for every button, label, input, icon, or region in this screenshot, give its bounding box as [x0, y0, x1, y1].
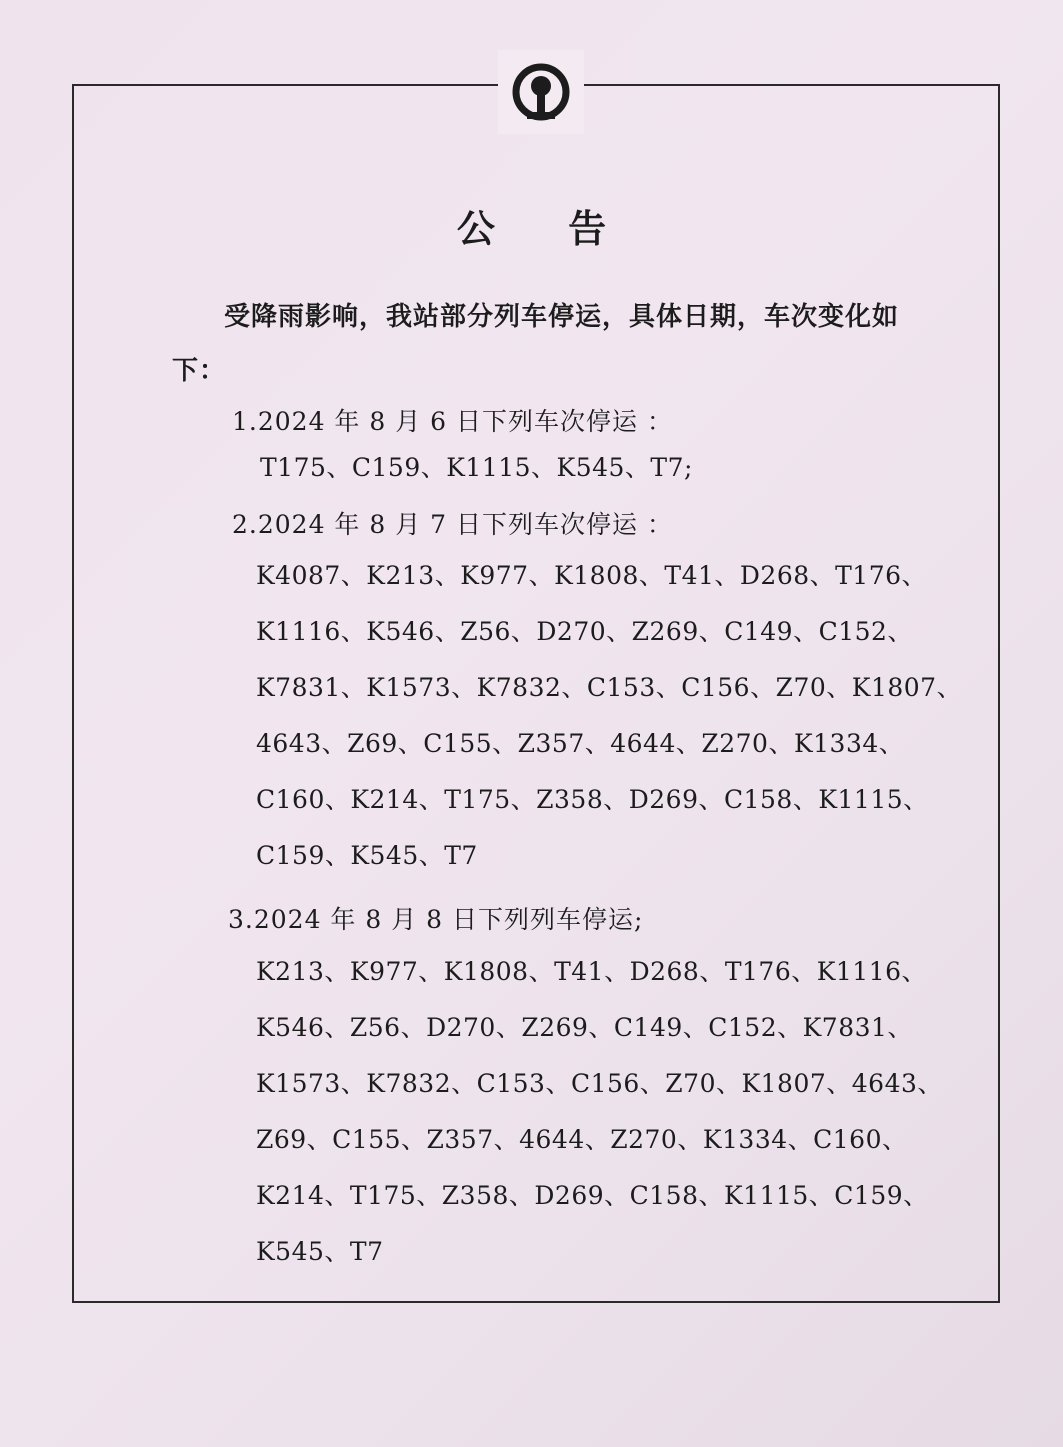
train-row: K546、Z56、D270、Z269、C149、C152、K7831、	[256, 1013, 913, 1042]
intro-paragraph: 受降雨影响，我站部分列车停运，具体日期，车次变化如下：	[172, 302, 900, 386]
train-row: K1573、K7832、C153、C156、Z70、K1807、4643、	[256, 1069, 943, 1098]
train-list-1	[260, 440, 693, 496]
page-title: 公 告	[456, 207, 637, 251]
train-row: K213、K977、K1808、T41、D268、T176、K1116、	[256, 957, 928, 986]
train-row: K7831、K1573、K7832、C153、C156、Z70、K1807、	[256, 673, 963, 702]
logo-container	[498, 50, 584, 134]
train-row: T175、C159、K1115、K545、T7;	[260, 453, 693, 482]
train-row: K4087、K213、K977、K1808、T41、D268、T176、	[256, 561, 928, 590]
section-heading-3: 3.2024 年 8 月 8 日下列列车停运;	[228, 905, 644, 934]
china-railway-logo-icon	[505, 56, 577, 128]
train-row: 4643、Z69、C155、Z357、4644、Z270、K1334、	[256, 729, 905, 758]
train-row: C160、K214、T175、Z358、D269、C158、K1115、	[256, 785, 929, 814]
train-row: K1116、K546、Z56、D270、Z269、C149、C152、	[256, 617, 913, 646]
train-row: Z69、C155、Z357、4644、Z270、K1334、C160、	[256, 1125, 908, 1154]
section-heading-2: 2.2024 年 8 月 7 日下列车次停运 ：	[232, 510, 673, 539]
train-list-2	[256, 548, 962, 884]
train-row: C159、K545、T7	[256, 841, 478, 870]
train-row: K545、T7	[256, 1237, 384, 1266]
train-row: K214、T175、Z358、D269、C158、K1115、C159、	[256, 1181, 929, 1210]
section-heading-1: 1.2024 年 8 月 6 日下列车次停运 ：	[232, 407, 673, 436]
train-list-3	[256, 944, 943, 1280]
